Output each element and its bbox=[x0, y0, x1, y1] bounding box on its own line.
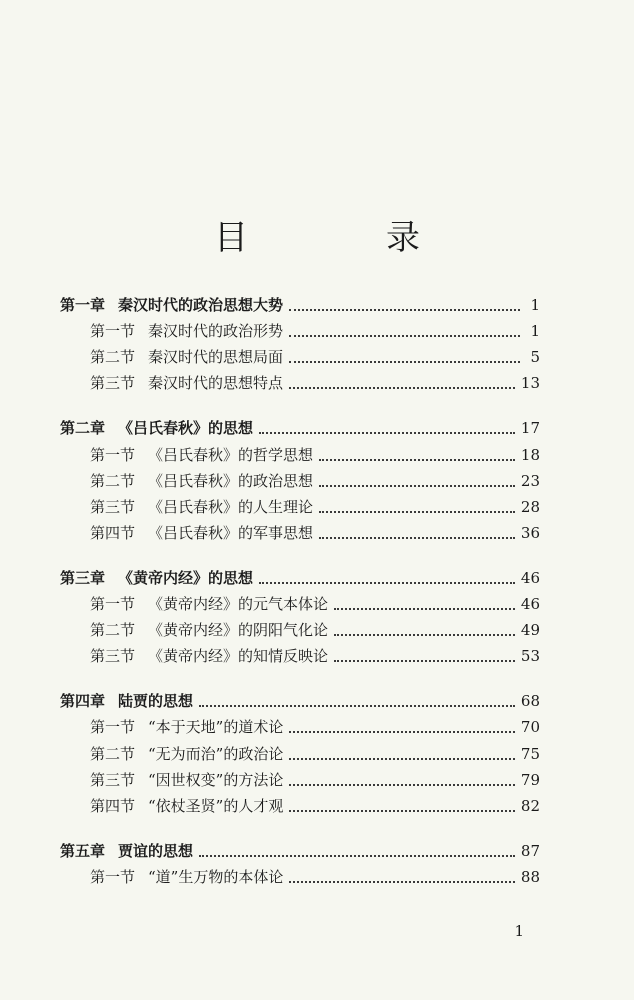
chapter-title: 《黄帝内经》的思想 bbox=[118, 568, 254, 587]
section-title: “无为而治”的政治论 bbox=[148, 744, 284, 763]
chapter-entry[interactable] bbox=[60, 415, 540, 441]
page-number: 1 bbox=[530, 322, 540, 341]
chapter-entry[interactable] bbox=[60, 838, 540, 864]
section-number: 第一节 bbox=[90, 867, 136, 886]
chapter-entry[interactable] bbox=[60, 292, 540, 318]
page-number: 88 bbox=[520, 867, 540, 886]
page-number: 70 bbox=[520, 718, 540, 737]
dot-leader bbox=[334, 608, 515, 610]
section-entry[interactable] bbox=[60, 441, 540, 467]
chapter-3 bbox=[60, 565, 540, 669]
page-number: 28 bbox=[520, 497, 540, 516]
dot-leader bbox=[319, 459, 515, 461]
section-number: 第三节 bbox=[90, 647, 136, 666]
page-number: 23 bbox=[520, 471, 540, 490]
page-number: 46 bbox=[520, 568, 540, 587]
dot-leader bbox=[289, 881, 515, 883]
page-number: 18 bbox=[520, 445, 540, 464]
section-number: 第一节 bbox=[90, 445, 136, 464]
dot-leader bbox=[199, 705, 515, 707]
section-number: 第三节 bbox=[90, 497, 136, 516]
section-title: “道”生万物的本体论 bbox=[148, 867, 284, 886]
dot-leader bbox=[259, 432, 515, 434]
section-number: 第一节 bbox=[90, 322, 136, 341]
dot-leader bbox=[289, 784, 515, 786]
page-number: 87 bbox=[520, 841, 540, 860]
page-number: 36 bbox=[520, 523, 540, 542]
dot-leader bbox=[289, 758, 515, 760]
page-number: 13 bbox=[520, 374, 540, 393]
section-title: 秦汉时代的思想特点 bbox=[148, 374, 284, 393]
section-number: 第一节 bbox=[90, 718, 136, 737]
dot-leader bbox=[289, 335, 520, 337]
section-entry[interactable] bbox=[60, 591, 540, 617]
section-title: 秦汉时代的政治形势 bbox=[148, 322, 284, 341]
chapter-title: 陆贾的思想 bbox=[118, 692, 194, 711]
page-number: 68 bbox=[520, 692, 540, 711]
dot-leader bbox=[334, 634, 515, 636]
section-title: 《吕氏春秋》的政治思想 bbox=[148, 471, 314, 490]
section-title: 《吕氏春秋》的军事思想 bbox=[148, 523, 314, 542]
section-entry[interactable] bbox=[60, 767, 540, 793]
section-entry[interactable] bbox=[60, 617, 540, 643]
section-number: 第三节 bbox=[90, 770, 136, 789]
table-of-contents bbox=[60, 292, 540, 909]
section-entry[interactable] bbox=[60, 793, 540, 819]
section-number: 第二节 bbox=[90, 348, 136, 367]
dot-leader bbox=[334, 660, 515, 662]
section-entry[interactable] bbox=[60, 318, 540, 344]
section-title: 《黄帝内经》的阴阳气化论 bbox=[148, 621, 329, 640]
section-number: 第二节 bbox=[90, 471, 136, 490]
chapter-title: 《吕氏春秋》的思想 bbox=[118, 419, 254, 438]
dot-leader bbox=[289, 810, 515, 812]
chapter-number: 第四章 bbox=[60, 692, 106, 711]
section-title: 《吕氏春秋》的哲学思想 bbox=[148, 445, 314, 464]
dot-leader bbox=[319, 511, 515, 513]
page-number: 17 bbox=[520, 419, 540, 438]
section-title: “依杖圣贤”的人才观 bbox=[148, 796, 284, 815]
section-number: 第三节 bbox=[90, 374, 136, 393]
chapter-number: 第二章 bbox=[60, 419, 106, 438]
section-title: “因世权变”的方法论 bbox=[148, 770, 284, 789]
section-number: 第四节 bbox=[90, 523, 136, 542]
page-number: 1 bbox=[530, 296, 540, 315]
chapter-number: 第一章 bbox=[60, 296, 106, 315]
dot-leader bbox=[259, 582, 515, 584]
chapter-number: 第五章 bbox=[60, 841, 106, 860]
section-title: 《黄帝内经》的知情反映论 bbox=[148, 647, 329, 666]
page-number: 5 bbox=[530, 348, 540, 367]
section-title: “本于天地”的道术论 bbox=[148, 718, 284, 737]
section-title: 《吕氏春秋》的人生理论 bbox=[148, 497, 314, 516]
section-title: 秦汉时代的思想局面 bbox=[148, 348, 284, 367]
page-number: 75 bbox=[520, 744, 540, 763]
section-entry[interactable] bbox=[60, 370, 540, 396]
section-entry[interactable] bbox=[60, 740, 540, 766]
section-entry[interactable] bbox=[60, 714, 540, 740]
chapter-entry[interactable] bbox=[60, 688, 540, 714]
section-entry[interactable] bbox=[60, 494, 540, 520]
page-number: 79 bbox=[520, 770, 540, 789]
chapter-2 bbox=[60, 415, 540, 545]
dot-leader bbox=[289, 731, 515, 733]
chapter-number: 第三章 bbox=[60, 568, 106, 587]
page-number: 82 bbox=[520, 796, 540, 815]
chapter-4 bbox=[60, 688, 540, 818]
page-number: 53 bbox=[520, 647, 540, 666]
section-entry[interactable] bbox=[60, 344, 540, 370]
dot-leader bbox=[319, 485, 515, 487]
chapter-title: 贾谊的思想 bbox=[118, 841, 194, 860]
section-entry[interactable] bbox=[60, 643, 540, 669]
section-number: 第四节 bbox=[90, 796, 136, 815]
page-number: 46 bbox=[520, 595, 540, 614]
page-title: 目 录 bbox=[214, 218, 472, 258]
chapter-title: 秦汉时代的政治思想大势 bbox=[118, 296, 284, 315]
chapter-entry[interactable] bbox=[60, 565, 540, 591]
dot-leader bbox=[289, 387, 515, 389]
section-number: 第二节 bbox=[90, 744, 136, 763]
dot-leader bbox=[289, 361, 520, 363]
section-entry[interactable] bbox=[60, 520, 540, 546]
section-entry[interactable] bbox=[60, 468, 540, 494]
dot-leader bbox=[319, 537, 515, 539]
dot-leader bbox=[199, 855, 515, 857]
chapter-5 bbox=[60, 838, 540, 890]
section-entry[interactable] bbox=[60, 864, 540, 890]
section-number: 第二节 bbox=[90, 621, 136, 640]
page-number: 49 bbox=[520, 621, 540, 640]
folio-page-number: 1 bbox=[514, 922, 524, 940]
dot-leader bbox=[289, 309, 520, 311]
chapter-1 bbox=[60, 292, 540, 396]
section-number: 第一节 bbox=[90, 595, 136, 614]
section-title: 《黄帝内经》的元气本体论 bbox=[148, 595, 329, 614]
